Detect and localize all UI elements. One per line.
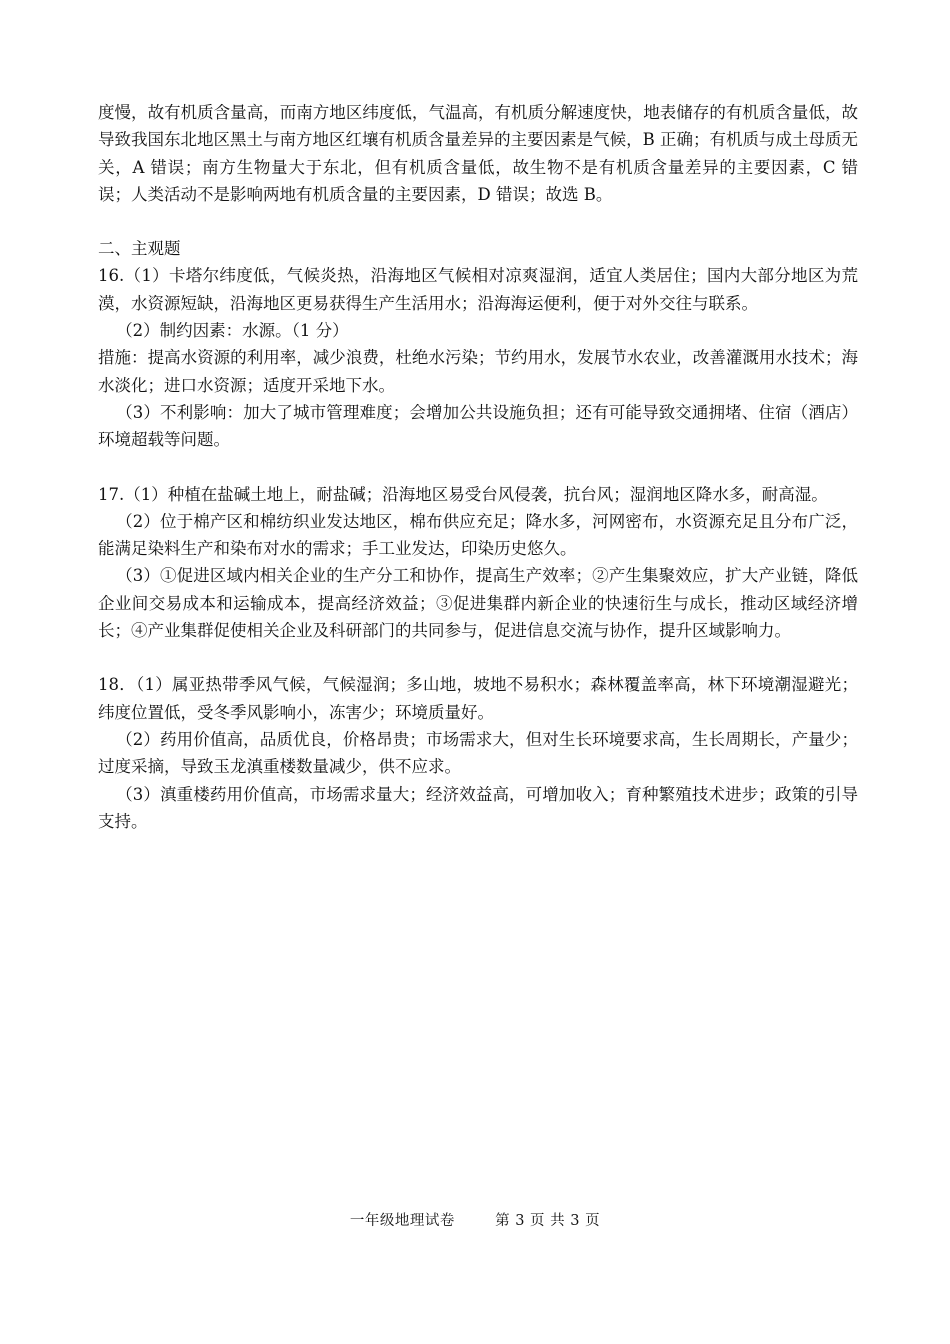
q16-measures: 措施：提高水资源的利用率，减少浪费，杜绝水污染；节约用水，发展节水农业，改善灌溉用水技术；海水淡化；进口水资源；适度开采地下水。 bbox=[98, 348, 858, 395]
q16-part1: 16.（1）卡塔尔纬度低，气候炎热，沿海地区气候相对凉爽湿润，适宜人类居住；国内大部分地区为荒漠，水资源短缺，沿海地区更易获得生产生活用水；沿海海运便利，便于对外交往与联系。 bbox=[98, 266, 858, 313]
footer-page-info: 第 3 页 共 3 页 bbox=[495, 1213, 601, 1229]
q15-explanation: 度慢，故有机质含量高，而南方地区纬度低，气温高，有机质分解速度快，地表储存的有机质含量低，故导致我国东北地区黑土与南方地区红壤有机质含量差异的主要因素是气候，B 正确；有机质与成土母质无关，A 错误；南方生物量大于东北，但有机质含量低，故生物不是有机质含量差异的主要因素，C 错误；人类活动不是影响两地有机质含量的主要因素，D 错误；故选 B。 bbox=[98, 103, 858, 204]
q17-part1: 17.（1）种植在盐碱土地上，耐盐碱；沿海地区易受台风侵袭，抗台风；湿润地区降水多，耐高湿。 bbox=[98, 484, 828, 504]
q18-part2: （2）药用价值高，品质优良，价格昂贵；市场需求大，但对生长环境要求高，生长周期长，产量少；过度采摘，导致玉龙滇重楼数量减少，供不应求。 bbox=[98, 729, 858, 777]
q16-part2: （2）制约因素：水源。（1 分） bbox=[116, 321, 349, 341]
spacer bbox=[98, 644, 858, 671]
q18-part1: 18．（1）属亚热带季风气候，气候湿润；多山地，坡地不易积水；森林覆盖率高，林下环境潮湿避光；纬度位置低，受冬季风影响小，冻害少；环境质量好。 bbox=[98, 675, 858, 722]
q16-part3: （3）不利影响：加大了城市管理难度；会增加公共设施负担；还有可能导致交通拥堵、住宿（酒店）环境超载等问题。 bbox=[98, 402, 858, 450]
section-heading: 二、主观题 bbox=[98, 239, 181, 259]
q18-part3: （3）滇重楼药用价值高，市场需求量大；经济效益高，可增加收入；育种繁殖技术进步；政策的引导支持。 bbox=[98, 784, 858, 831]
page-footer bbox=[0, 1209, 950, 1230]
spacer bbox=[98, 208, 858, 235]
q17-part2: （2）位于棉产区和棉纺织业发达地区，棉布供应充足；降水多，河网密布，水资源充足且分布广泛，能满足染料生产和染布对水的需求；手工业发达，印染历史悠久。 bbox=[98, 511, 858, 559]
spacer bbox=[98, 454, 858, 481]
q17-part3: （3）①促进区域内相关企业的生产分工和协作，提高生产效率；②产生集聚效应，扩大产业链，降低企业间交易成本和运输成本，提高经济效益；③促进集群内新企业的快速衍生与成长，推动区域经济增长；④产业集群促使相关企业及科研部门的共同参与，促进信息交流与协作，提升区域影响力。 bbox=[98, 566, 858, 641]
answer-text-block bbox=[98, 99, 858, 835]
footer-exam-name: 一年级地理试卷 bbox=[349, 1213, 455, 1229]
